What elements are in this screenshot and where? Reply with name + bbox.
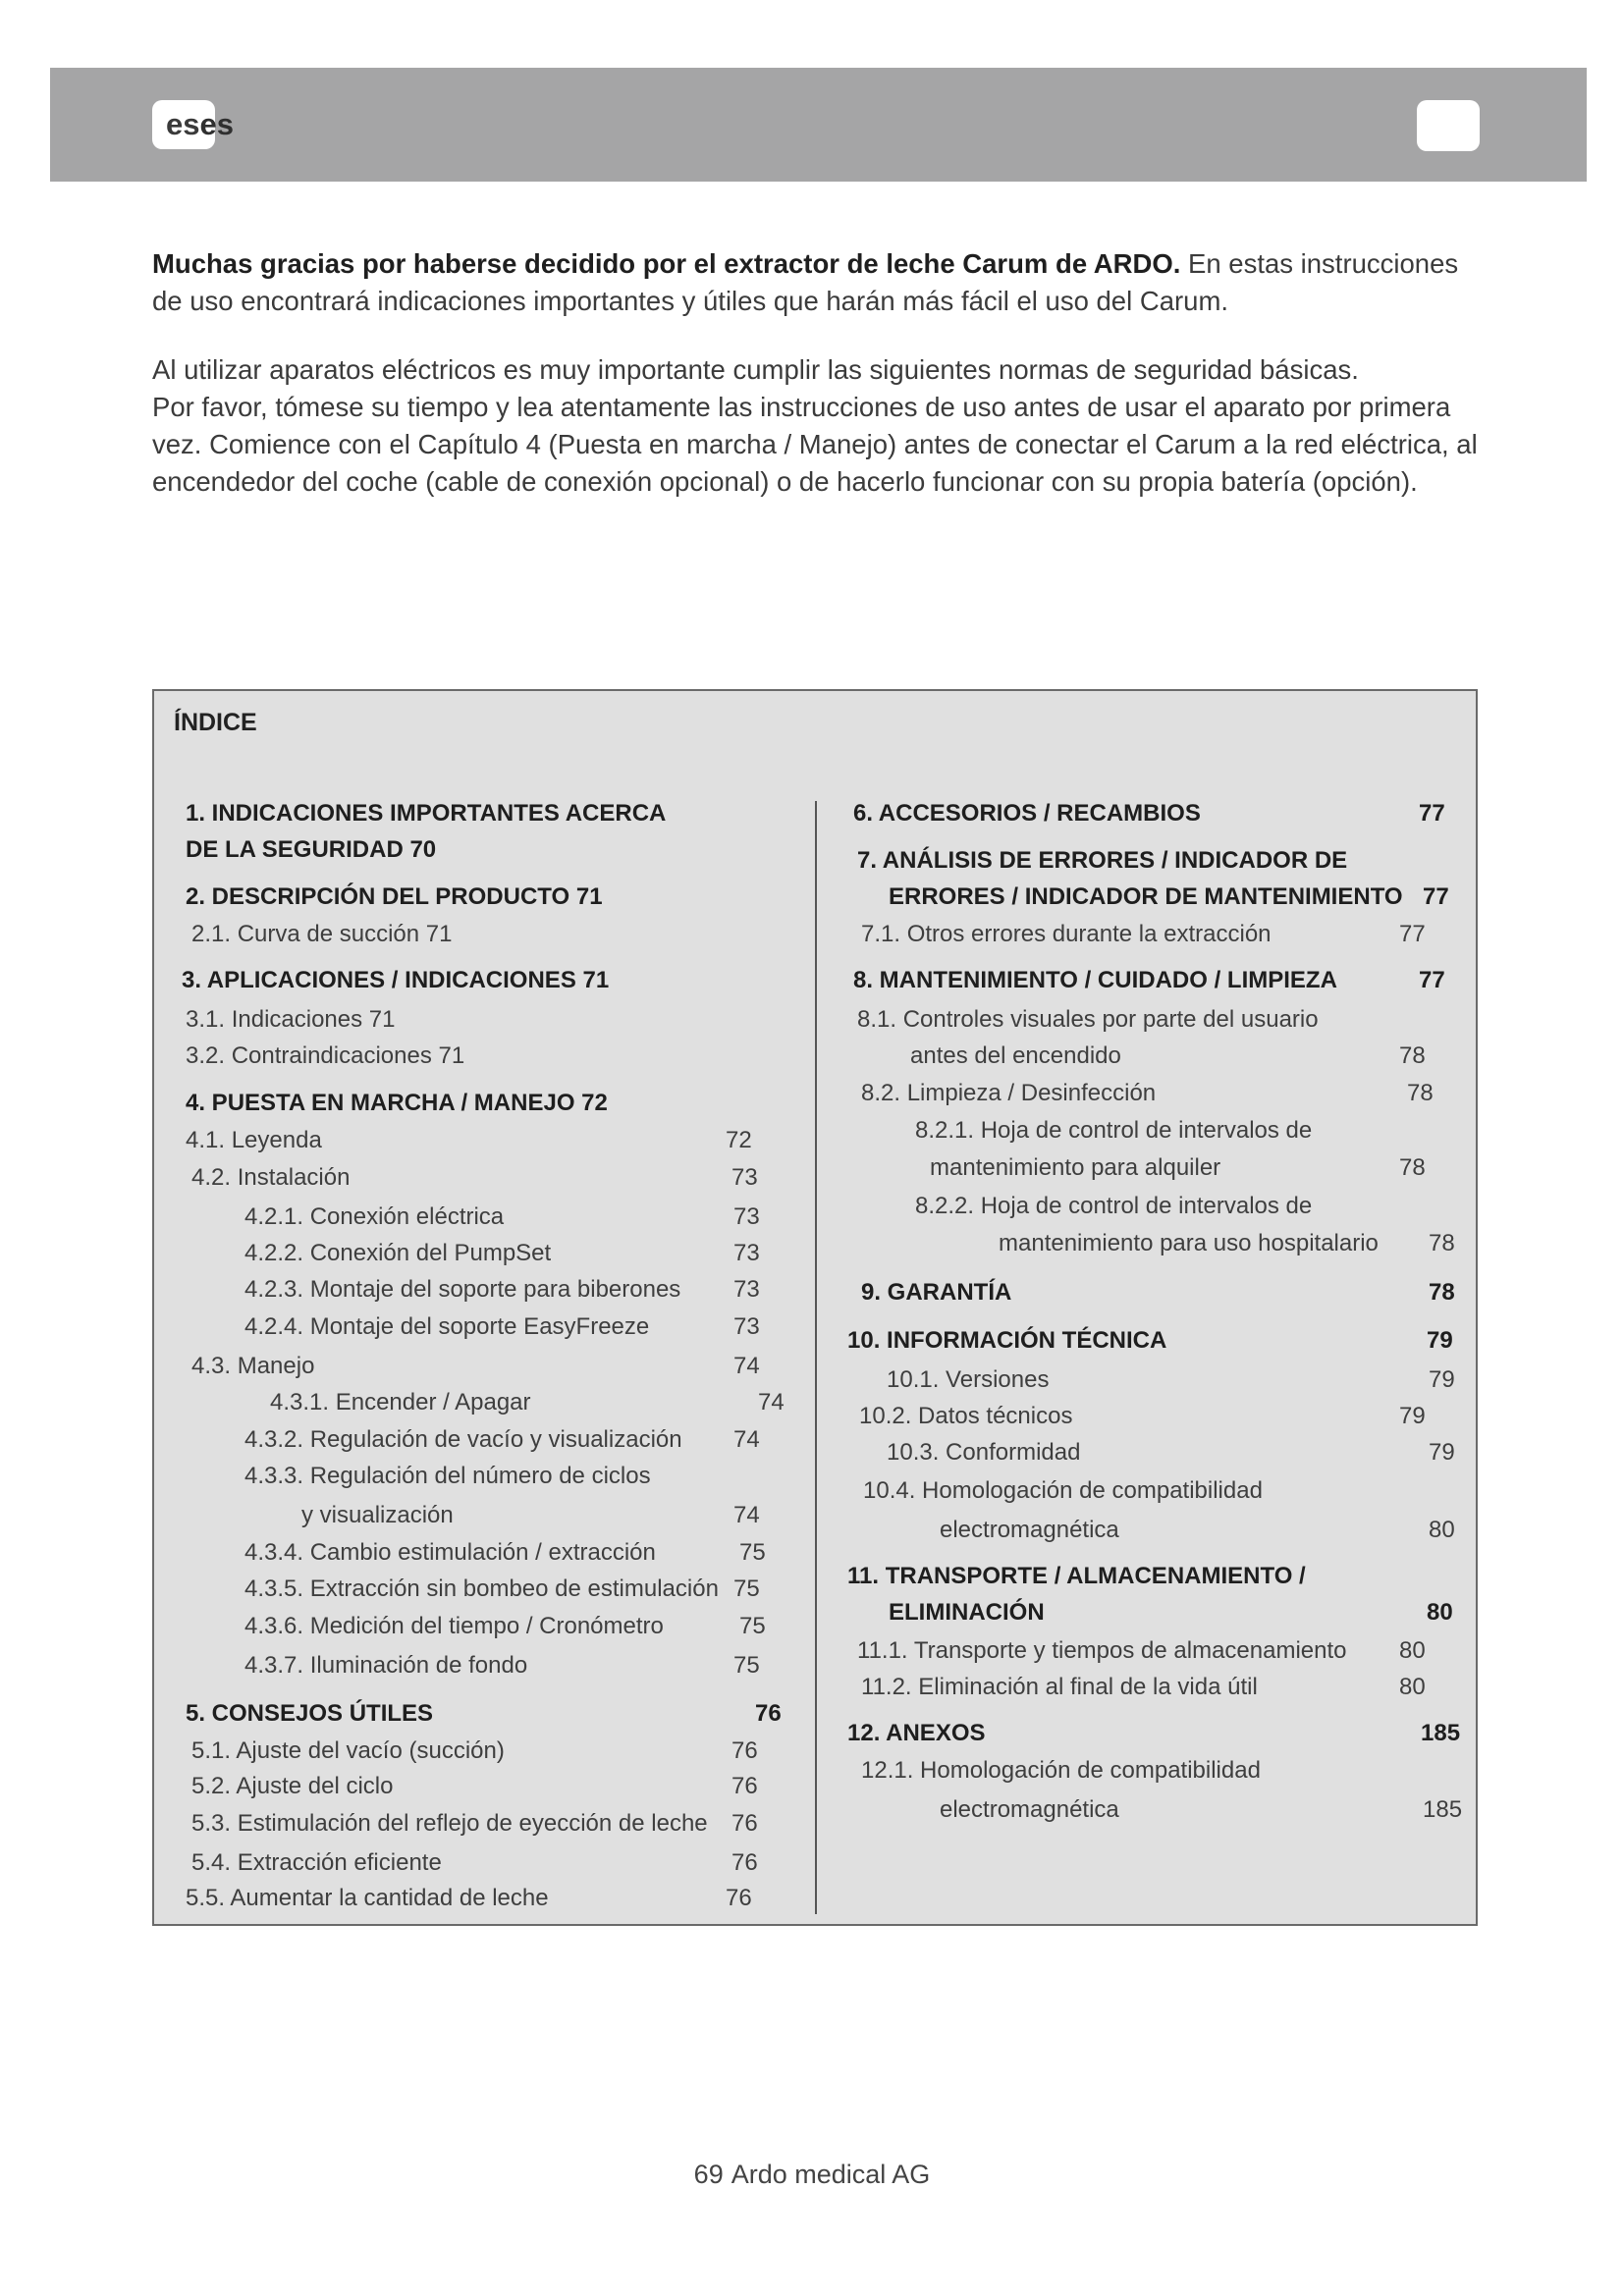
toc-entry-page: 75 bbox=[733, 1575, 760, 1602]
toc-entry-title: 8. MANTENIMIENTO / CUIDADO / LIMPIEZA bbox=[853, 967, 1337, 993]
toc-entry-title: ERRORES / INDICADOR DE MANTENIMIENTO bbox=[889, 883, 1403, 910]
toc-entry bbox=[191, 1772, 758, 1801]
toc-entry-title: 11.1. Transporte y tiempos de almacenamiento bbox=[857, 1637, 1347, 1664]
toc-column-divider bbox=[815, 801, 817, 1914]
toc-entry-title: 10.3. Conformidad bbox=[887, 1439, 1081, 1466]
safety-note: Al utilizar aparatos eléctricos es muy importante cumplir las siguientes normas de seguridad básicas. bbox=[152, 354, 1359, 385]
toc-entry bbox=[182, 966, 609, 995]
page-header bbox=[50, 68, 1587, 182]
toc-entry bbox=[889, 1598, 1453, 1628]
toc-entry bbox=[853, 799, 1445, 828]
intro-thanks-bold: Muchas gracias por haberse decidido por el extractor de leche Carum de ARDO. bbox=[152, 248, 1181, 279]
toc-entry-page: 78 bbox=[1407, 1080, 1434, 1106]
toc-entry bbox=[853, 966, 1445, 995]
toc-entry-page: 76 bbox=[731, 1773, 758, 1799]
toc-entry-page: 79 bbox=[1427, 1327, 1453, 1354]
toc-entry-page: 79 bbox=[1429, 1366, 1455, 1393]
toc-entry bbox=[244, 1575, 760, 1604]
toc-entry bbox=[244, 1425, 760, 1455]
toc-entry-title: 4. PUESTA EN MARCHA / MANEJO 72 bbox=[186, 1090, 608, 1116]
toc-entry-title: 5.5. Aumentar la cantidad de leche bbox=[186, 1885, 549, 1911]
toc-entry-title: 4.3.2. Regulación de vacío y visualización bbox=[244, 1426, 682, 1453]
toc-entry bbox=[244, 1239, 760, 1268]
toc-entry bbox=[186, 1699, 782, 1729]
toc-entry-page: 185 bbox=[1423, 1796, 1463, 1823]
toc-entry-page: 185 bbox=[1421, 1720, 1461, 1746]
toc-entry bbox=[915, 1116, 1312, 1146]
toc-entry bbox=[244, 1462, 651, 1491]
toc-entry-title: 4.3.3. Regulación del número de ciclos bbox=[244, 1463, 651, 1489]
toc-entry bbox=[186, 1126, 752, 1155]
toc-entry bbox=[244, 1612, 766, 1641]
toc-entry bbox=[191, 1736, 758, 1766]
toc-entry-title: DE LA SEGURIDAD 70 bbox=[186, 836, 437, 863]
toc-entry bbox=[940, 1795, 1463, 1825]
toc-entry-title: electromagnética bbox=[940, 1796, 1119, 1823]
toc-entry bbox=[857, 846, 1347, 876]
toc-entry-page: 78 bbox=[1429, 1230, 1455, 1256]
toc-entry bbox=[999, 1229, 1455, 1258]
toc-entry-title: 5.2. Ajuste del ciclo bbox=[191, 1773, 394, 1799]
toc-entry-page: 73 bbox=[733, 1313, 760, 1340]
toc-entry-page: 73 bbox=[733, 1276, 760, 1303]
toc-entry-title: 8.2. Limpieza / Desinfección bbox=[861, 1080, 1157, 1106]
page-tab-marker bbox=[1417, 100, 1480, 151]
toc-entry-title: mantenimiento para uso hospitalario bbox=[999, 1230, 1379, 1256]
toc-entry-page: 80 bbox=[1429, 1517, 1455, 1543]
toc-entry-title: 11.2. Eliminación al final de la vida útil bbox=[861, 1674, 1258, 1700]
toc-title: ÍNDICE bbox=[174, 709, 257, 736]
toc-entry-page: 73 bbox=[733, 1240, 760, 1266]
toc-entry-page: 75 bbox=[739, 1539, 766, 1566]
toc-entry-title: 8.1. Controles visuales por parte del usuario bbox=[857, 1006, 1319, 1033]
toc-entry-title: 5. CONSEJOS ÚTILES bbox=[186, 1700, 434, 1727]
toc-entry-title: 4.2.4. Montaje del soporte EasyFreeze bbox=[244, 1313, 650, 1340]
toc-entry-title: 3.2. Contraindicaciones 71 bbox=[186, 1042, 465, 1069]
toc-entry-title: 4.2.3. Montaje del soporte para biberones bbox=[244, 1276, 681, 1303]
toc-entry-page: 74 bbox=[758, 1389, 785, 1415]
toc-entry-page: 79 bbox=[1429, 1439, 1455, 1466]
toc-entry bbox=[191, 1809, 758, 1839]
toc-entry-page: 73 bbox=[733, 1203, 760, 1230]
toc-entry bbox=[930, 1153, 1426, 1183]
toc-entry-title: 4.1. Leyenda bbox=[186, 1127, 322, 1153]
toc-entry-page: 76 bbox=[731, 1737, 758, 1764]
toc-entry bbox=[270, 1388, 785, 1417]
toc-entry-page: 78 bbox=[1399, 1042, 1426, 1069]
toc-entry bbox=[861, 1278, 1455, 1308]
toc-entry bbox=[847, 1719, 1461, 1748]
toc-entry-title: 4.3.1. Encender / Apagar bbox=[270, 1389, 531, 1415]
toc-entry-page: 75 bbox=[733, 1652, 760, 1679]
toc-entry-page: 80 bbox=[1399, 1637, 1426, 1664]
intro-paragraph-2 bbox=[152, 351, 1488, 501]
toc-entry-title: 3.1. Indicaciones 71 bbox=[186, 1006, 396, 1033]
toc-entry-page: 80 bbox=[1427, 1599, 1453, 1626]
toc-entry bbox=[859, 1402, 1426, 1431]
toc-entry-title: 4.3. Manejo bbox=[191, 1353, 315, 1379]
toc-entry bbox=[244, 1312, 760, 1342]
toc-entry-title: mantenimiento para alquiler bbox=[930, 1154, 1221, 1181]
toc-entry-title: 4.3.6. Medición del tiempo / Cronómetro bbox=[244, 1613, 664, 1639]
toc-entry bbox=[244, 1202, 760, 1232]
toc-entry-page: 76 bbox=[731, 1849, 758, 1876]
language-code-duplicate: es bbox=[199, 107, 234, 141]
footer-company: Ardo medical AG bbox=[731, 2160, 931, 2189]
toc-entry bbox=[186, 1884, 752, 1913]
toc-entry bbox=[191, 920, 453, 949]
toc-entry bbox=[847, 1326, 1453, 1356]
toc-entry-title: 10.4. Homologación de compatibilidad bbox=[863, 1477, 1263, 1504]
reading-instructions: Por favor, tómese su tiempo y lea atentamente las instrucciones de uso antes de usar el aparato por primera vez. Comience con el Capítulo 4 (Puesta en marcha / Manejo) antes de conectar el Carum a la red eléctrica, al encendedor del coche (cable de conexión opcional) o de hacerlo funcionar con su propia batería (opción). bbox=[152, 392, 1478, 497]
toc-entry-page: 76 bbox=[726, 1885, 752, 1911]
toc-entry bbox=[857, 1636, 1426, 1666]
toc-entry bbox=[186, 799, 666, 828]
toc-entry bbox=[301, 1501, 760, 1530]
toc-entry-title: 5.3. Estimulación del reflejo de eyección de leche bbox=[191, 1810, 708, 1837]
toc-entry bbox=[940, 1516, 1455, 1545]
toc-entry-title: y visualización bbox=[301, 1502, 454, 1528]
toc-entry-page: 78 bbox=[1429, 1279, 1455, 1306]
toc-entry-title: 5.1. Ajuste del vacío (succión) bbox=[191, 1737, 505, 1764]
toc-entry bbox=[861, 1673, 1426, 1702]
toc-entry-page: 74 bbox=[733, 1353, 760, 1379]
toc-entry-title: 4.3.4. Cambio estimulación / extracción bbox=[244, 1539, 656, 1566]
toc-entry-title: 2.1. Curva de succión 71 bbox=[191, 921, 453, 947]
toc-entry-page: 80 bbox=[1399, 1674, 1426, 1700]
toc-entry-page: 74 bbox=[733, 1426, 760, 1453]
toc-entry-page: 77 bbox=[1399, 921, 1426, 947]
toc-entry-page: 76 bbox=[731, 1810, 758, 1837]
toc-entry bbox=[910, 1041, 1426, 1071]
toc-entry bbox=[887, 1365, 1455, 1395]
toc-entry bbox=[191, 1352, 760, 1381]
toc-entry bbox=[889, 882, 1449, 912]
toc-entry-page: 77 bbox=[1419, 967, 1445, 993]
toc-entry-title: 9. GARANTÍA bbox=[861, 1279, 1012, 1306]
toc-entry-page: 72 bbox=[726, 1127, 752, 1153]
toc-entry-title: ELIMINACIÓN bbox=[889, 1599, 1045, 1626]
toc-entry bbox=[861, 1079, 1434, 1108]
toc-entry-page: 73 bbox=[731, 1164, 758, 1191]
toc-entry-page: 76 bbox=[755, 1700, 782, 1727]
intro-thanks-rest: En estas instrucciones de uso encontrará indicaciones importantes y útiles que harán más fácil el uso del Carum. bbox=[152, 248, 1459, 316]
toc-entry-title: 4.2.1. Conexión eléctrica bbox=[244, 1203, 505, 1230]
toc-entry-title: antes del encendido bbox=[910, 1042, 1121, 1069]
toc-entry-page: 77 bbox=[1423, 883, 1449, 910]
toc-entry bbox=[191, 1163, 758, 1193]
toc-entry-title: 4.3.7. Iluminación de fondo bbox=[244, 1652, 528, 1679]
toc-entry bbox=[887, 1438, 1455, 1468]
toc-entry-page: 79 bbox=[1399, 1403, 1426, 1429]
toc-entry-title: electromagnética bbox=[940, 1517, 1119, 1543]
toc-entry-title: 1. INDICACIONES IMPORTANTES ACERCA bbox=[186, 800, 667, 827]
toc-entry-title: 10.1. Versiones bbox=[887, 1366, 1050, 1393]
toc-entry-title: 8.2.1. Hoja de control de intervalos de bbox=[915, 1117, 1313, 1144]
toc-entry bbox=[186, 882, 603, 912]
toc-entry-title: 10.2. Datos técnicos bbox=[859, 1403, 1073, 1429]
toc-entry-title: 8.2.2. Hoja de control de intervalos de bbox=[915, 1193, 1313, 1219]
toc-entry bbox=[244, 1275, 760, 1305]
page-footer bbox=[0, 2160, 1624, 2190]
toc-entry bbox=[186, 835, 436, 865]
toc-entry bbox=[244, 1651, 760, 1681]
toc-entry-title: 7.1. Otros errores durante la extracción bbox=[861, 921, 1272, 947]
toc-entry bbox=[186, 1041, 464, 1071]
toc-entry-page: 74 bbox=[733, 1502, 760, 1528]
toc-entry-title: 5.4. Extracción eficiente bbox=[191, 1849, 442, 1876]
toc-entry bbox=[191, 1848, 758, 1878]
intro-text bbox=[152, 245, 1488, 501]
toc-entry-title: 4.3.5. Extracción sin bombeo de estimulación bbox=[244, 1575, 719, 1602]
toc-entry-title: 6. ACCESORIOS / RECAMBIOS bbox=[853, 800, 1201, 827]
toc-entry bbox=[863, 1476, 1263, 1506]
toc-entry-title: 12. ANEXOS bbox=[847, 1720, 986, 1746]
toc-entry-title: 4.2. Instalación bbox=[191, 1164, 351, 1191]
toc-entry bbox=[861, 920, 1426, 949]
table-of-contents bbox=[152, 689, 1478, 1926]
toc-entry-page: 75 bbox=[739, 1613, 766, 1639]
toc-entry bbox=[186, 1005, 395, 1035]
toc-entry bbox=[847, 1562, 1306, 1591]
toc-entry-title: 11. TRANSPORTE / ALMACENAMIENTO / bbox=[847, 1563, 1306, 1589]
page-number: 69 bbox=[693, 2160, 724, 2189]
toc-entry-title: 3. APLICACIONES / INDICACIONES 71 bbox=[182, 967, 610, 993]
language-label bbox=[166, 103, 234, 146]
toc-entry bbox=[915, 1192, 1312, 1221]
toc-entry bbox=[244, 1538, 766, 1568]
toc-entry bbox=[861, 1756, 1261, 1786]
language-code: es bbox=[166, 107, 200, 141]
toc-entry bbox=[186, 1089, 608, 1118]
toc-entry bbox=[857, 1005, 1319, 1035]
toc-entry-page: 77 bbox=[1419, 800, 1445, 827]
toc-entry-title: 7. ANÁLISIS DE ERRORES / INDICADOR DE bbox=[857, 847, 1348, 874]
toc-entry-page: 78 bbox=[1399, 1154, 1426, 1181]
intro-paragraph-1 bbox=[152, 245, 1488, 320]
toc-entry-title: 2. DESCRIPCIÓN DEL PRODUCTO 71 bbox=[186, 883, 603, 910]
toc-entry-title: 4.2.2. Conexión del PumpSet bbox=[244, 1240, 552, 1266]
toc-entry-title: 12.1. Homologación de compatibilidad bbox=[861, 1757, 1261, 1784]
toc-entry-title: 10. INFORMACIÓN TÉCNICA bbox=[847, 1327, 1167, 1354]
